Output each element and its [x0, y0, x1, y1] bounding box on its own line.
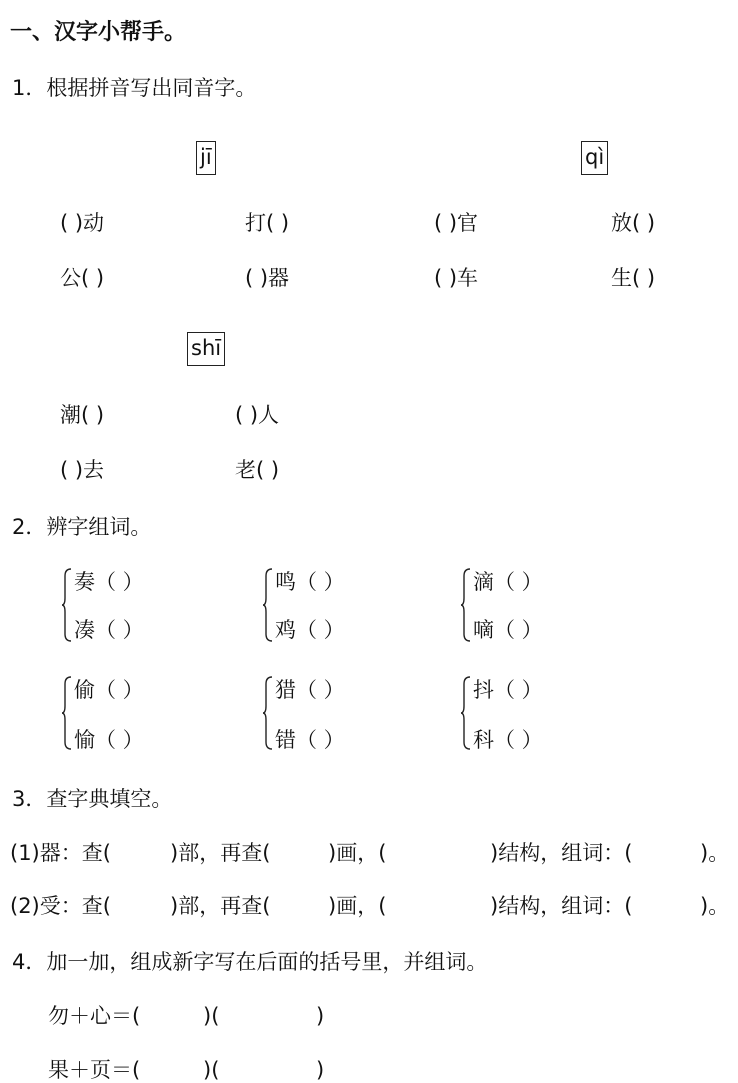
pinyin-box-ji: jī	[196, 141, 216, 175]
fill-blank: 潮( )	[60, 403, 105, 427]
combine-line-part: )(	[203, 1058, 220, 1082]
fill-blank: ( )动	[60, 211, 105, 235]
brace-icon	[262, 568, 273, 642]
fill-blank: 老( )	[235, 458, 280, 482]
section-title: 一、汉字小帮手。	[10, 20, 187, 45]
word-pair-item: 嘀（ ）	[473, 618, 543, 642]
dictionary-line-part: )部，再查(	[170, 841, 271, 865]
brace-icon	[61, 676, 72, 750]
combine-line-part: )	[316, 1058, 325, 1082]
question-1-title: 1．根据拼音写出同音字。	[12, 76, 257, 100]
question-2-title: 2．辨字组词。	[12, 515, 152, 539]
fill-blank: 打( )	[245, 211, 290, 235]
question-3-title: 3．查字典填空。	[12, 787, 173, 811]
dictionary-line-part: )。	[700, 894, 730, 918]
fill-blank: ( )器	[245, 266, 290, 290]
word-pair-item: 愉（ ）	[74, 728, 144, 752]
brace-icon	[460, 676, 471, 750]
word-pair-item: 滴（ ）	[473, 570, 543, 594]
word-pair-item: 抖（ ）	[473, 678, 543, 702]
word-pair-item: 鸡（ ）	[275, 618, 345, 642]
brace-icon	[61, 568, 72, 642]
fill-blank: ( )人	[235, 403, 280, 427]
brace-icon	[460, 568, 471, 642]
word-pair-item: 猎（ ）	[275, 678, 345, 702]
word-pair-item: 凑（ ）	[74, 618, 144, 642]
dictionary-line-part: )结构，组词：(	[490, 894, 633, 918]
fill-blank: ( )官	[434, 211, 479, 235]
fill-blank: 公( )	[60, 266, 105, 290]
combine-line-part: 勿＋心＝(	[48, 1004, 141, 1028]
dictionary-line-part: )画，(	[328, 841, 387, 865]
fill-blank: ( )车	[434, 266, 479, 290]
dictionary-line-part: )。	[700, 841, 730, 865]
dictionary-line-part: (2)受：查(	[10, 894, 111, 918]
fill-blank: 生( )	[611, 266, 656, 290]
pinyin-box-shi: shī	[187, 332, 225, 366]
dictionary-line-part: )画，(	[328, 894, 387, 918]
brace-icon	[262, 676, 273, 750]
combine-line-part: )	[316, 1004, 325, 1028]
word-pair-item: 奏（ ）	[74, 570, 144, 594]
combine-line-part: 果＋页＝(	[48, 1058, 141, 1082]
dictionary-line-part: )部，再查(	[170, 894, 271, 918]
word-pair-item: 鸣（ ）	[275, 570, 345, 594]
pinyin-box-qi: qì	[581, 141, 608, 175]
combine-line-part: )(	[203, 1004, 220, 1028]
fill-blank: ( )去	[60, 458, 105, 482]
word-pair-item: 科（ ）	[473, 728, 543, 752]
word-pair-item: 错（ ）	[275, 728, 345, 752]
dictionary-line-part: )结构，组词：(	[490, 841, 633, 865]
fill-blank: 放( )	[611, 211, 656, 235]
dictionary-line-part: (1)器：查(	[10, 841, 111, 865]
word-pair-item: 偷（ ）	[74, 678, 144, 702]
question-4-title: 4．加一加，组成新字写在后面的括号里，并组词。	[12, 950, 488, 974]
